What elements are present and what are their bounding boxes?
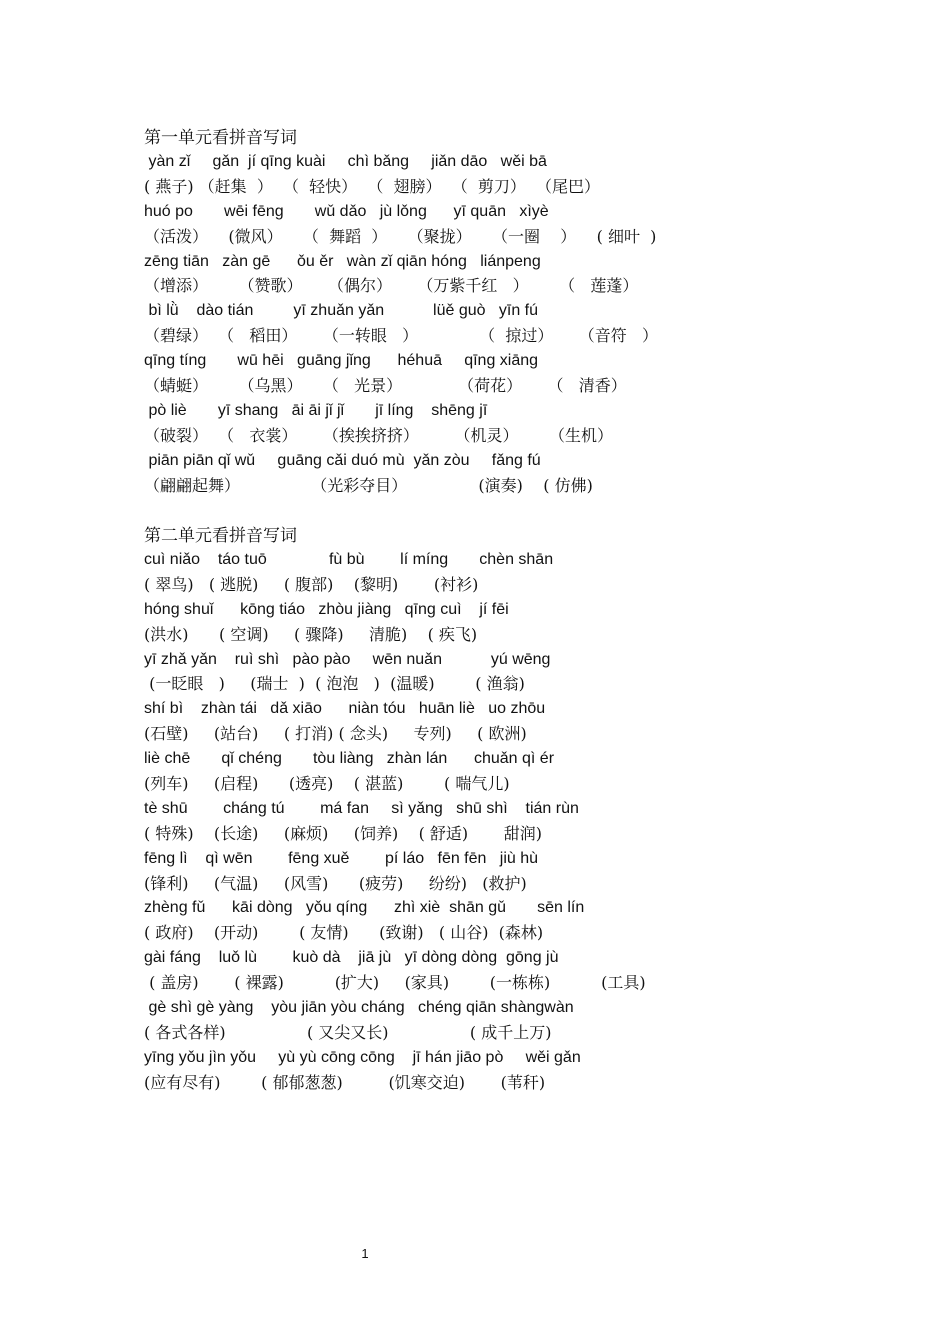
pinyin-line: liè chē qǐ chéng tòu liàng zhàn lán chuǎn qì ér: [144, 750, 555, 768]
word-line: ( 政府) (开动) ( 友情) (致谢) ( 山谷) (森林): [144, 923, 544, 943]
word-line: ( 各式各样) ( 又尖又长) ( 成千上万): [144, 1022, 552, 1042]
pinyin-line: huó po wēi fēng wǔ dǎo jù lǒng yī quān xìyè: [144, 202, 549, 220]
pinyin-line: yàn zǐ gǎn jí qīng kuài chì bǎng jiǎn dāo wěi bā: [144, 153, 547, 170]
pinyin-line: cuì niǎo táo tuō fù bù lí míng chèn shān: [144, 551, 554, 568]
pinyin-line: pò liè yī shang āi āi jǐ jǐ jī líng shēng jī: [144, 401, 488, 419]
pinyin-line: tè shū cháng tú má fan sì yǎng shū shì tián rùn: [144, 799, 579, 817]
pinyin-line: fēng lì qì wēn fēng xuě pí láo fēn fēn jiù hù: [144, 849, 539, 867]
word-line: ( 燕子) （赶集 ） （ 轻快） （ 翅膀） （ 剪刀） （尾巴）: [144, 176, 601, 196]
pinyin-line: gè shì gè yàng yòu jiān yòu cháng chéng qiān shàngwàn: [144, 999, 574, 1017]
word-line: ( 盖房) ( 裸露) (扩大) (家具) (一栋栋) (工具): [144, 973, 646, 993]
unit-two-heading: 第二单元看拼音写词: [144, 526, 297, 546]
word-line: (石壁) (站台) ( 打消) ( 念头) 专列) ( 欧洲): [144, 724, 527, 744]
page-number: 1: [361, 1246, 369, 1261]
word-line: （蜻蜓） （乌黑） （ 光景） （荷花） （ 清香）: [144, 376, 627, 396]
word-line: (锋利) (气温) (风雪) (疲劳) 纷纷) (救护): [144, 873, 527, 893]
word-line: （破裂） （ 衣裳） （挨挨挤挤） （机灵） （生机）: [144, 425, 613, 445]
pinyin-line: bì lǜ dào tián yī zhuǎn yǎn lüě guò yīn fú: [144, 302, 538, 320]
pinyin-line: piān piān qǐ wǔ guāng cǎi duó mù yǎn zòu fǎng fú: [144, 451, 541, 469]
word-line: （碧绿） （ 稻田） （一转眼 ） （ 掠过） （音符 ）: [144, 326, 659, 346]
word-line: （翩翩起舞） （光彩夺目） (演奏) ( 仿佛): [144, 475, 593, 495]
pinyin-line: zhèng fǔ kāi dòng yǒu qíng zhì xiè shān gǔ sēn lín: [144, 899, 585, 917]
unit-two-section: [144, 524, 864, 1096]
word-line: (列车) (启程) (透亮) ( 湛蓝) ( 喘气儿): [144, 774, 510, 794]
pinyin-line: yīng yǒu jìn yǒu yù yù cōng cōng jī hán jiāo pò wěi gǎn: [144, 1048, 581, 1066]
pinyin-line: yī zhǎ yǎn ruì shì pào pào wēn nuǎn yú wēng: [144, 650, 551, 668]
pinyin-line: hóng shuǐ kōng tiáo zhòu jiàng qīng cuì jí fēi: [144, 600, 509, 618]
word-line: (洪水) ( 空调) ( 骤降) 清脆) ( 疾飞): [144, 624, 478, 644]
word-line: ( 特殊) (长途) (麻烦) (饲养) ( 舒适) 甜润): [144, 823, 542, 843]
unit-one-section: [144, 126, 864, 498]
unit-one-heading: 第一单元看拼音写词: [144, 128, 297, 148]
word-line: ( 翠鸟) ( 逃脱) ( 腹部) (黎明) (衬衫): [144, 574, 479, 594]
word-line: (一眨眼 ) (瑞士 ) ( 泡泡 ) (温暖) ( 渔翁): [144, 674, 525, 694]
word-line: (应有尽有) ( 郁郁葱葱) (饥寒交迫) (苇秆): [144, 1072, 546, 1092]
pinyin-line: shí bì zhàn tái dǎ xiāo niàn tóu huān liè uo zhōu: [144, 700, 546, 718]
word-line: （活泼） (微风） （ 舞蹈 ） （聚拢） （一圈 ） ( 细叶 ): [144, 226, 657, 246]
word-line: （增添） （赞歌） （偶尔） （万紫千红 ） （ 莲蓬）: [144, 276, 639, 296]
pinyin-line: gài fáng luǒ lù kuò dà jiā jù yī dòng dòng gōng jù: [144, 949, 559, 967]
pinyin-line: qīng tíng wū hēi guāng jǐng héhuā qīng xiāng: [144, 352, 539, 370]
pinyin-line: zēng tiān zàn gē ǒu ěr wàn zǐ qiān hóng liánpeng: [144, 252, 541, 270]
